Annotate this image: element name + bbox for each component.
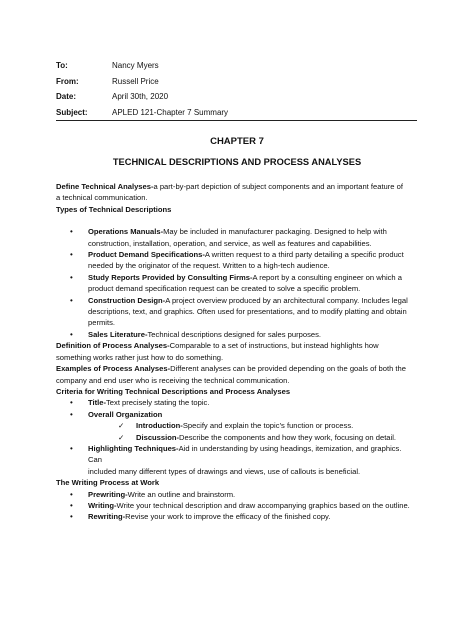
process-list [70, 489, 416, 523]
memo-subject-label: Subject: [56, 107, 88, 117]
define-technical-paragraph [56, 181, 416, 204]
list-item: • Product Demand Specifications-A written request to a third party detailing a specific product needed by the originator of the request. Written to a high-tech audience. [70, 249, 416, 272]
list-item: • Writing-Write your technical description and draw accompanying graphics based on the outline. [70, 500, 416, 511]
list-item: • Rewriting-Revise your work to improve the efficacy of the finished copy. [70, 511, 416, 522]
memo-from-label: From: [56, 76, 79, 86]
organization-sublist [56, 420, 416, 443]
examples-paragraph: Examples of Process Analyses-Different analyses can be provided depending on the goals of both the company and end user who is receiving the technical communication. [56, 364, 406, 385]
memo-subject-row [56, 105, 228, 121]
memo-to-label: To: [56, 61, 68, 70]
process-heading: The Writing Process at Work [56, 478, 160, 488]
criteria-heading: Criteria for Writing Technical Descriptions and Process Analyses [56, 386, 291, 396]
list-item: • Prewriting-Write an outline and brainstorm. [70, 489, 416, 500]
checkmark-icon: ✓ [118, 421, 125, 431]
list-item: • Title-Text precisely stating the topic. [70, 397, 416, 408]
criteria-list-continued [70, 443, 416, 477]
memo-to-row [56, 58, 228, 74]
define-process-paragraph: Definition of Process Analyses-Comparable to a set of instructions, but instead highlights how something works rather just how to do something. [56, 341, 379, 362]
list-item: ✓ Introduction-Specify and explain the topic’s function or process. [118, 421, 354, 431]
define-technical-line2: a technical communication. [56, 193, 148, 203]
memo-date-label: Date: [56, 92, 77, 101]
memo-from-row [56, 74, 228, 90]
list-item: • Operations Manuals-May be included in manufacturer packaging. Designed to help with construction, installation, operation, and service, as well as features and capabilities. [70, 226, 416, 249]
header-divider [56, 120, 417, 121]
list-item: • Study Reports Provided by Consulting Firms-A report by a consulting engineer on which a product demand specification request can be created to solve a specific problem. [70, 272, 416, 295]
memo-to-value: Nancy Myers [112, 61, 159, 70]
list-item: • Highlighting Techniques-Aid in understanding by using headings, itemization, and graphics. Can included many different types of drawings and views, use of callouts is beneficial. [70, 443, 416, 477]
memo-from-value: Russell Price [112, 76, 159, 86]
types-list [70, 226, 416, 340]
chapter-number: CHAPTER 7 [210, 136, 264, 147]
list-item: • Overall Organization [70, 409, 416, 420]
document-body [56, 181, 416, 523]
criteria-list [70, 397, 416, 420]
types-heading: Types of Technical Descriptions [56, 204, 172, 214]
memo-header [56, 58, 228, 120]
chapter-title: TECHNICAL DESCRIPTIONS AND PROCESS ANALYSES [112, 157, 362, 167]
memo-date-value: April 30th, 2020 [112, 92, 169, 101]
memo-subject-value: APLED 121-Chapter 7 Summary [112, 107, 229, 117]
memo-date-row [56, 89, 228, 105]
list-item: ✓ Discussion-Describe the components and how they work, focusing on detail. [118, 432, 397, 442]
list-item: • Construction Design-A project overview produced by an architectural company. Includes legal descriptions, text, and graphics. Often used for presentations, and to modify platting and obtain permits. [70, 295, 416, 329]
define-technical-line1: a part-by-part depiction of subject components and an important feature of [153, 182, 403, 191]
define-technical-term: Define Technical Analyses- [56, 182, 154, 191]
list-item: • Sales Literature-Technical descriptions designed for sales purposes. [70, 329, 416, 340]
checkmark-icon: ✓ [118, 432, 125, 442]
